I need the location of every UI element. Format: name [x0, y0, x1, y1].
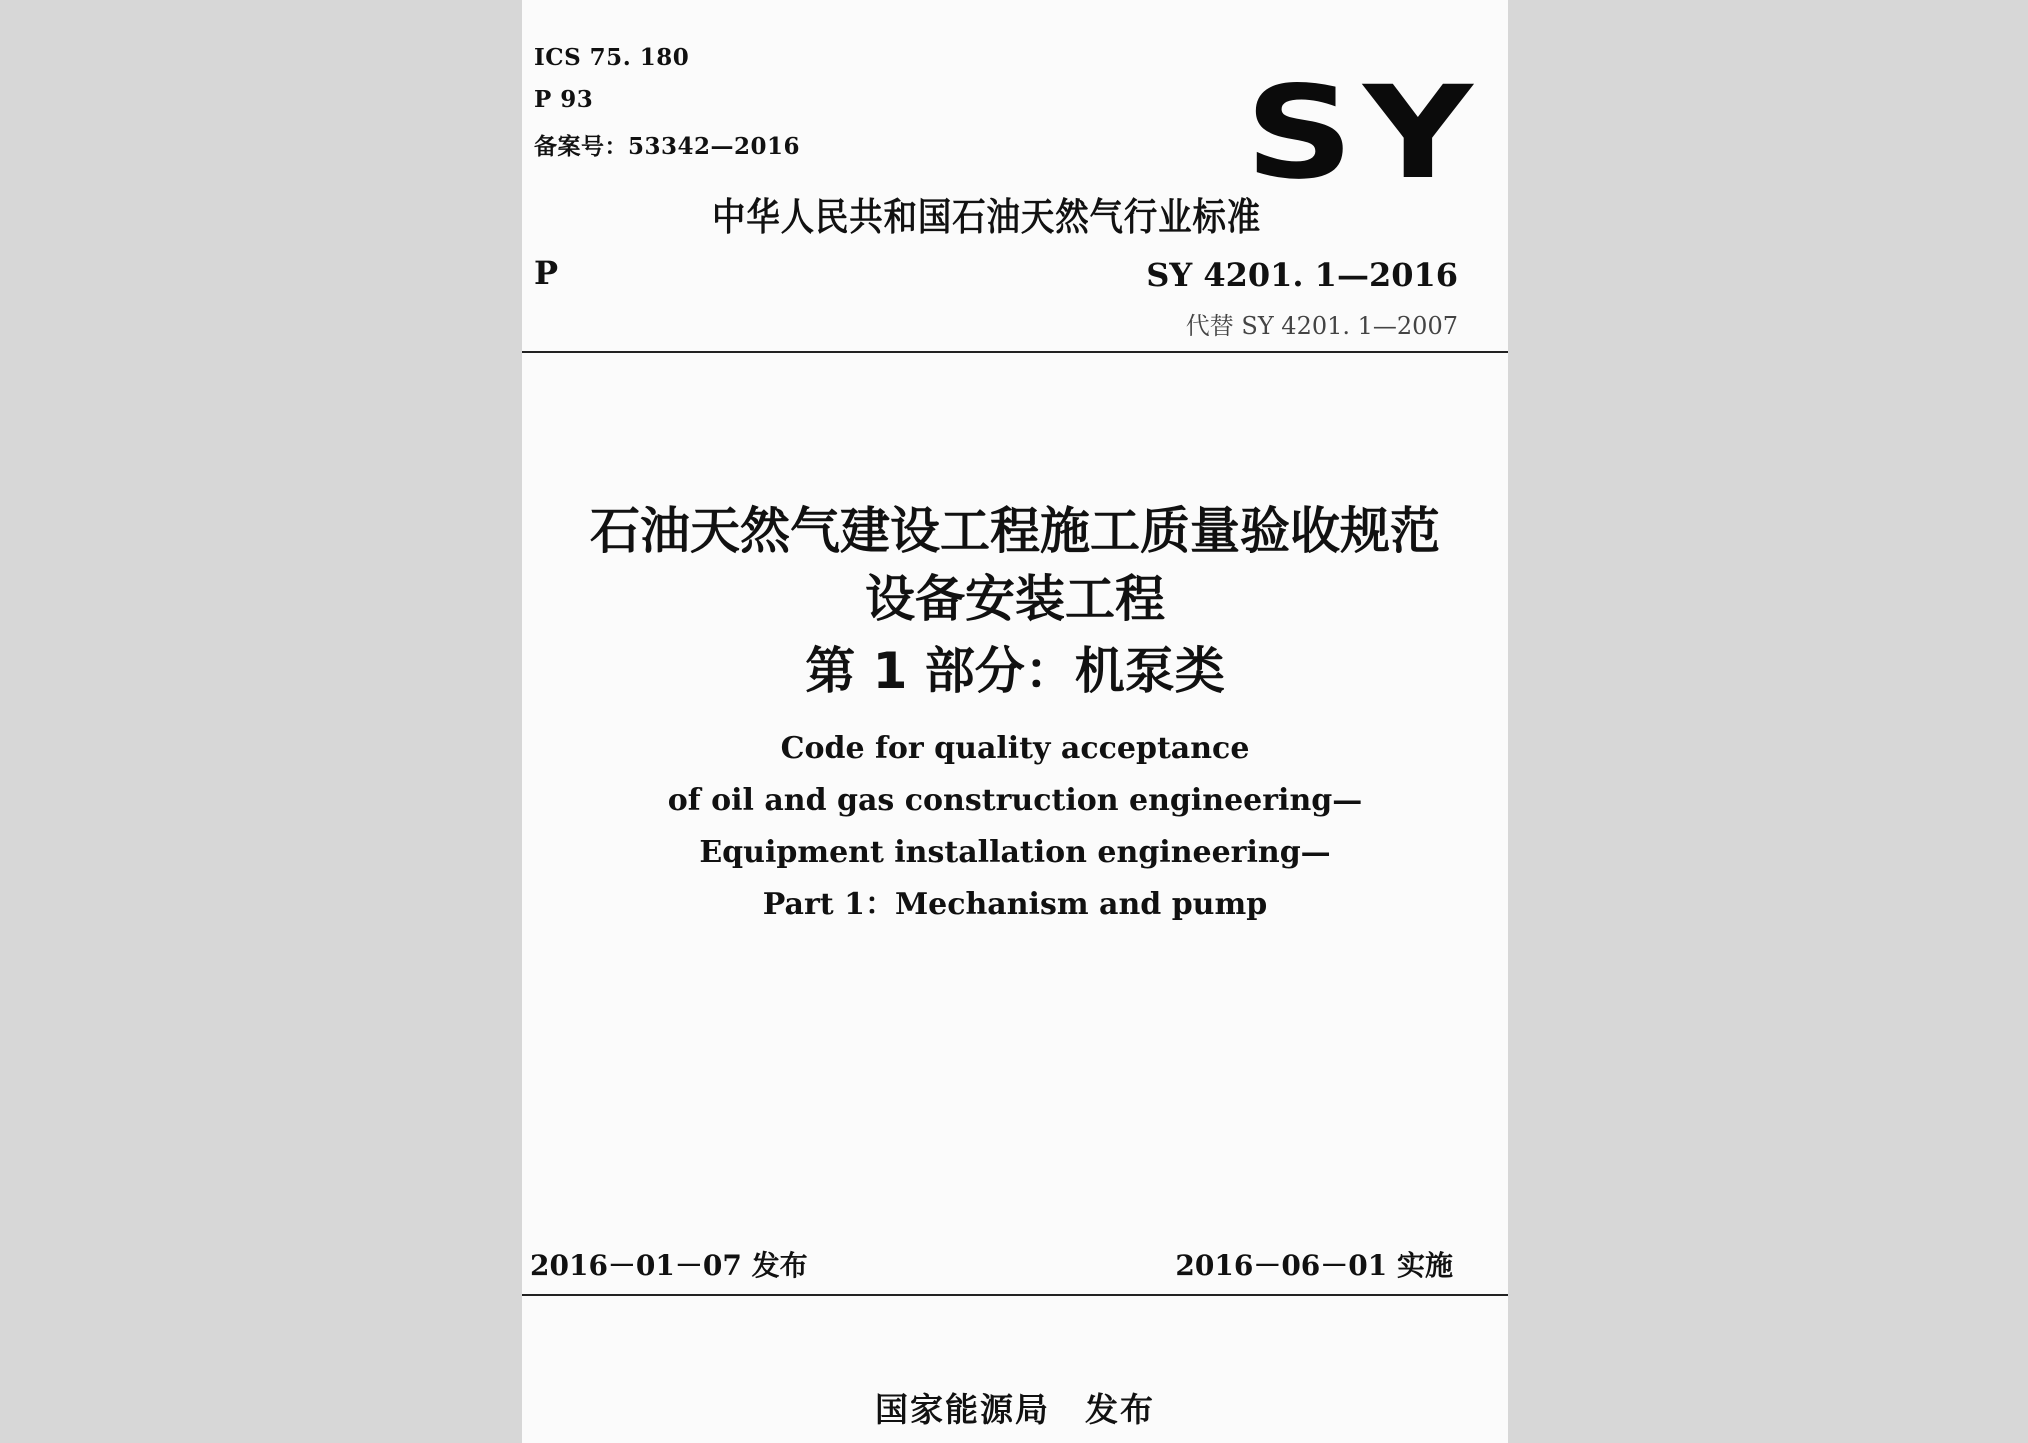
- title-en-line3: Equipment installation engineering—: [699, 835, 1331, 870]
- replaces-standard: 代替 SY 4201. 1—2007: [1185, 312, 1458, 340]
- header-divider: [522, 351, 1508, 353]
- ics-code: ICS 75. 180: [534, 44, 690, 71]
- title-cn-line1: 石油天然气建设工程施工质量验收规范: [590, 502, 1440, 560]
- title-en-line1: Code for quality acceptance: [780, 731, 1250, 766]
- title-cn-line3: 第 1 部分：机泵类: [805, 642, 1225, 700]
- effective-date: 2016－06－01 实施: [1175, 1249, 1453, 1282]
- publish-date: 2016－01－07 发布: [530, 1249, 808, 1282]
- standard-cover-page: [522, 0, 1508, 1443]
- footer-divider: [522, 1294, 1508, 1296]
- industry-standard-heading: 中华人民共和国石油天然气行业标准: [712, 195, 1262, 239]
- issuing-authority: 国家能源局 发布: [875, 1390, 1155, 1429]
- sy-logo: SY: [1245, 59, 1483, 208]
- title-en-line2: of oil and gas construction engineering—: [667, 783, 1363, 818]
- title-cn-line2: 设备安装工程: [865, 570, 1165, 628]
- standard-number: SY 4201. 1—2016: [1146, 256, 1458, 294]
- ccs-code: P 93: [534, 86, 594, 113]
- class-letter: P: [534, 254, 559, 292]
- filing-number: 备案号：53342—2016: [534, 133, 801, 160]
- title-en-line4: Part 1：Mechanism and pump: [762, 887, 1268, 922]
